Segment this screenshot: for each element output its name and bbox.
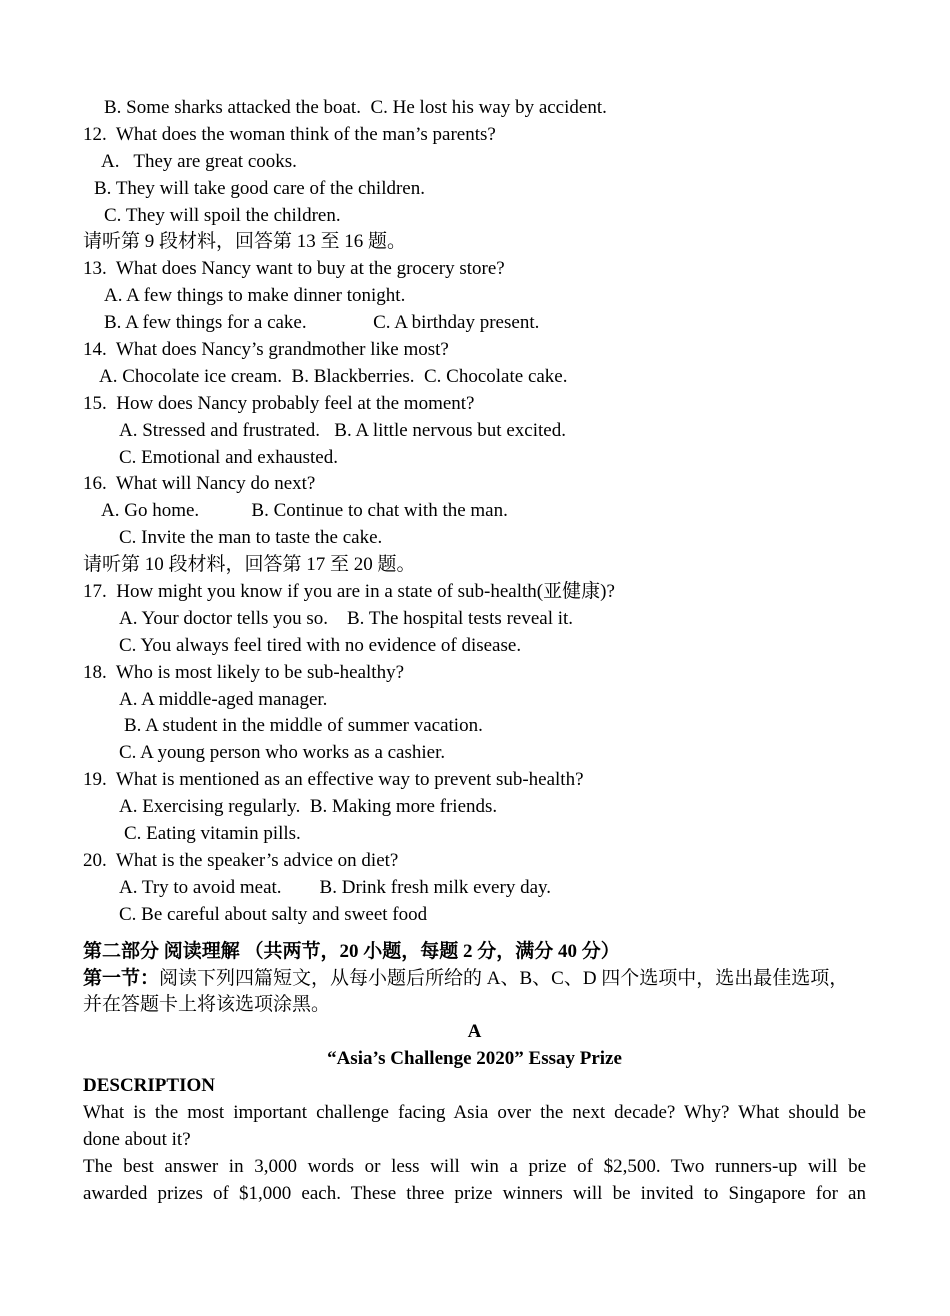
material-10-instruction: 请听第 10 段材料，回答第 17 至 20 题。	[83, 554, 416, 576]
paragraph1-line1: What is the most important challenge facing Asia over the next decade? Why? What should be	[83, 1101, 866, 1123]
q17-option-c: C. You always feel tired with no evidence of disease.	[119, 634, 522, 656]
paragraph1-line2: done about it?	[83, 1128, 191, 1150]
q12-question: 12. What does the woman think of the man’s parents?	[83, 123, 496, 145]
q12-option-c: C. They will spoil the children.	[104, 204, 341, 226]
q11-option-bc: B. Some sharks attacked the boat. C. He lost his way by accident.	[104, 97, 607, 118]
part2-heading: 第二部分 阅读理解 （共两节，20 小题，每题 2 分，满分 40 分）	[83, 940, 620, 962]
q19-option-ab: A. Exercising regularly. B. Making more friends.	[119, 796, 498, 818]
document-page	[83, 95, 866, 1208]
q18-option-c: C. A young person who works as a cashier.	[119, 742, 446, 764]
q12-option-b: B. They will take good care of the children.	[94, 177, 425, 199]
q15-option-ab: A. Stressed and frustrated. B. A little nervous but excited.	[119, 419, 566, 441]
q12-option-a: A. They are great cooks.	[101, 150, 297, 172]
section1-instruction-line2: 并在答题卡上将该选项涂黑。	[83, 994, 331, 1016]
q18-option-b: B. A student in the middle of summer vacation.	[124, 715, 483, 737]
q13-option-bc: B. A few things for a cake. C. A birthday present.	[104, 312, 540, 334]
q17-option-ab: A. Your doctor tells you so. B. The hospital tests reveal it.	[119, 607, 574, 629]
description-heading: DESCRIPTION	[83, 1075, 215, 1097]
q13-question: 13. What does Nancy want to buy at the grocery store?	[83, 258, 505, 280]
passage-letter: A	[467, 1021, 482, 1043]
q14-question: 14. What does Nancy’s grandmother like most?	[83, 339, 449, 361]
q16-option-c: C. Invite the man to taste the cake.	[119, 527, 383, 549]
section-gap	[83, 929, 866, 939]
q13-option-a: A. A few things to make dinner tonight.	[104, 285, 406, 307]
section1-instruction-line1	[83, 966, 866, 993]
q18-question: 18. Who is most likely to be sub-healthy?	[83, 661, 405, 683]
material-9-instruction: 请听第 9 段材料，回答第 13 至 16 题。	[83, 231, 407, 253]
paragraph2-line1: The best answer in 3,000 words or less will win a prize of $2,500. Two runners-up will be	[83, 1155, 866, 1177]
q15-question: 15. How does Nancy probably feel at the moment?	[83, 392, 475, 414]
q19-option-c: C. Eating vitamin pills.	[124, 823, 301, 845]
q20-option-ab: A. Try to avoid meat. B. Drink fresh milk every day.	[119, 876, 552, 898]
q16-option-ab: A. Go home. B. Continue to chat with the man.	[101, 500, 508, 522]
q19-question: 19. What is mentioned as an effective way to prevent sub-health?	[83, 769, 584, 791]
q20-question: 20. What is the speaker’s advice on diet?	[83, 849, 399, 871]
passage-title: “Asia’s Challenge 2020” Essay Prize	[327, 1048, 622, 1070]
q16-question: 16. What will Nancy do next?	[83, 473, 316, 495]
q18-option-a: A. A middle-aged manager.	[119, 688, 328, 710]
section1-text: 阅读下列四篇短文，从每小题后所给的 A、B、C、D 四个选项中，选出最佳选项，	[159, 967, 849, 989]
q17-question: 17. How might you know if you are in a state of sub-health(亚健康)?	[83, 581, 615, 603]
section1-label: 第一节：	[83, 967, 160, 989]
q20-option-c: C. Be careful about salty and sweet food	[119, 903, 428, 925]
q14-options: A. Chocolate ice cream. B. Blackberries. C. Chocolate cake.	[99, 365, 568, 387]
paragraph2-line2: awarded prizes of $1,000 each. These three prize winners will be invited to Singapore for an	[83, 1182, 866, 1204]
q15-option-c: C. Emotional and exhausted.	[119, 446, 338, 468]
